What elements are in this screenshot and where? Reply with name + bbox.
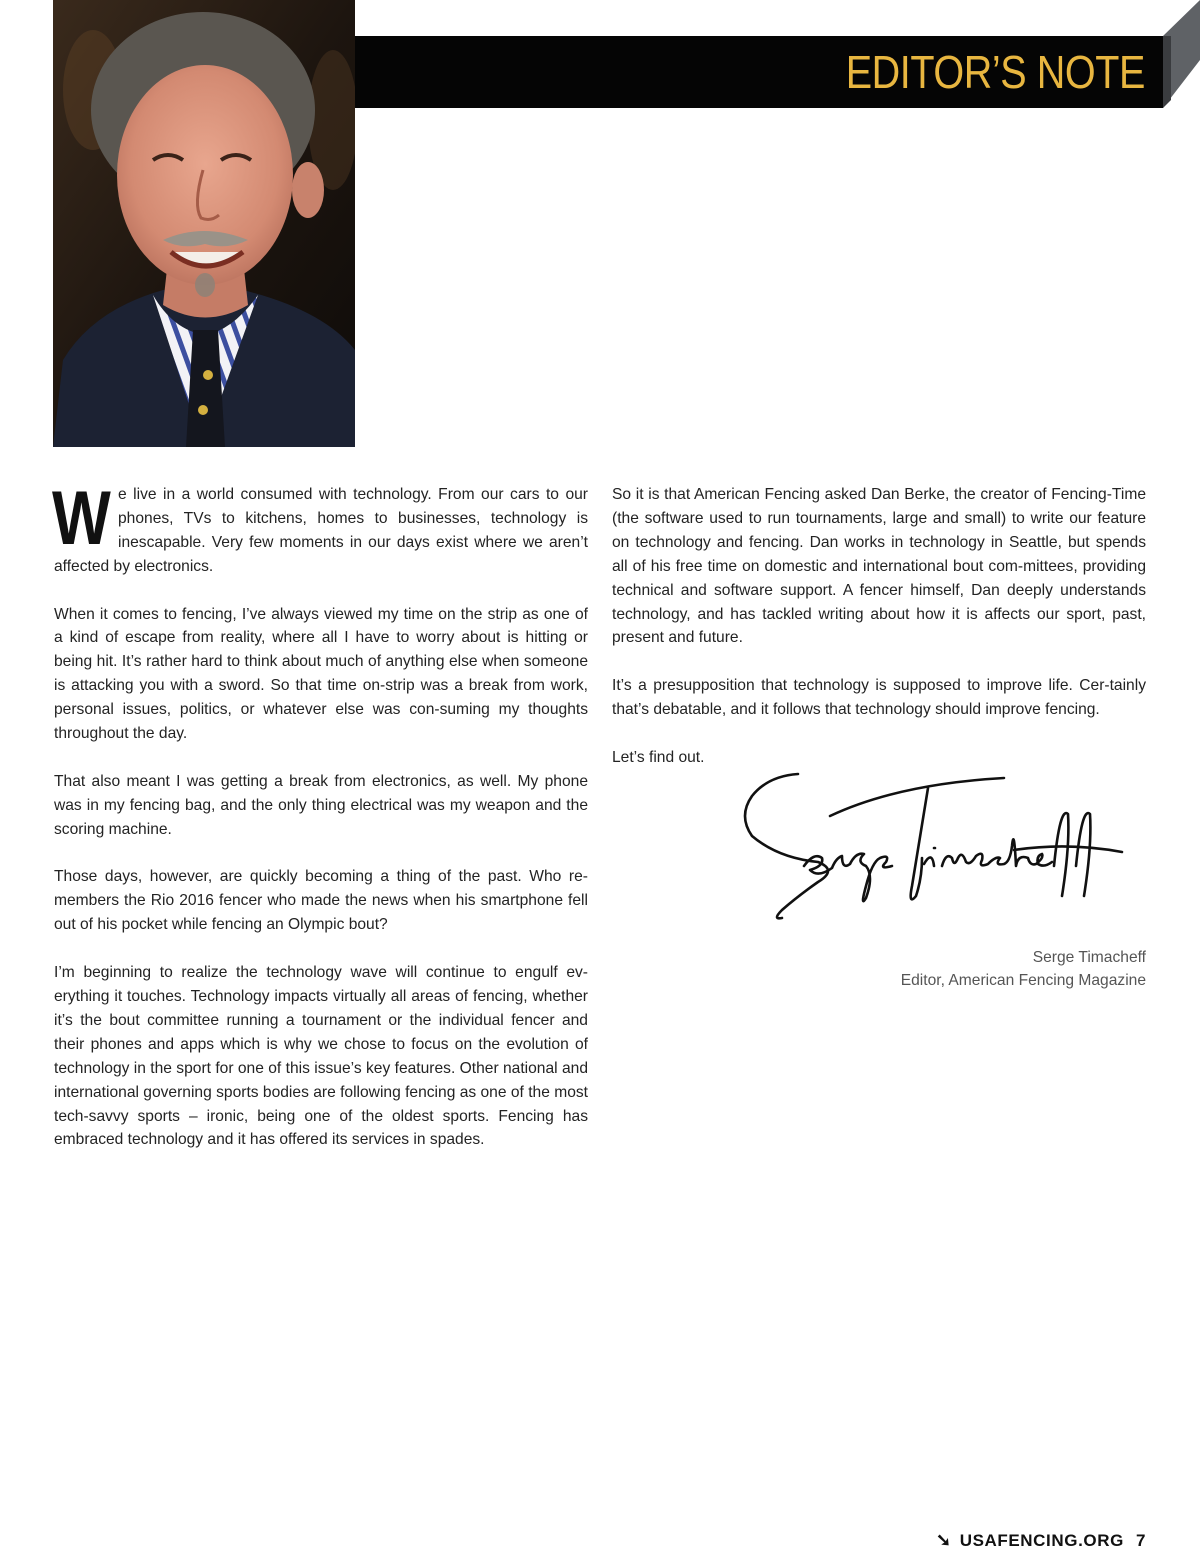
page-footer — [936, 1530, 1146, 1551]
paragraph: So it is that American Fencing asked Dan Berke, the creator of Fencing-Time (the software used to run tournaments, large and small) to write our feature on technology and fencing. Dan works in technology in Seattle, but spends all of his free time on domestic and international bout com-mittees, providing technical and software support. A fencer himself, Dan deeply understands technology, and has tackled writing about how it is affects our sport, past, present and future. — [612, 486, 1146, 647]
right-column — [612, 483, 1146, 794]
signoff-name: Serge Timacheff — [1032, 949, 1146, 966]
paragraph: We live in a world consumed with technology. From our cars to our phones, TVs to kitchens, homes to businesses, technology is inescapable. Very few moments in our days exist where we aren’t affected by electronics. — [52, 476, 588, 575]
paragraph: I’m beginning to realize the technology wave will continue to engulf ev-erything it touches. Technology impacts virtually all areas of fencing, whether it’s the bout committee running a tournament or the individual fencer and their phones and apps which is why we chose to focus on the evolution of technology in the sport for one of this issue’s key features. Other national and international governing sports bodies are following fencing as one of the most tech-savvy sports – ironic, being one of the oldest sports. Fencing has embraced technology and it has offered its services in spades. — [54, 964, 588, 1149]
paragraph: It’s a presupposition that technology is supposed to improve life. Cer-tainly that’s debatable, and it follows that technology should improve fencing. — [612, 677, 1146, 719]
banner-fold-decoration — [1163, 0, 1200, 110]
footer-site-link[interactable]: USAFENCING.ORG — [959, 1530, 1124, 1550]
paragraph: Those days, however, are quickly becoming a thing of the past. Who re-members the Rio 2016 fencer who made the news when his smartphone fell out of his pocket while fencing an Olympic bout? — [54, 868, 588, 934]
page-title: EDITOR’S NOTE — [845, 46, 1145, 98]
left-column — [52, 476, 588, 1176]
page-number: 7 — [1135, 1530, 1146, 1550]
paragraph: That also meant I was getting a break from electronics, as well. My phone was in my fencing bag, and the only thing electrical was my weapon and the scoring machine. — [54, 772, 588, 838]
editor-portrait-icon — [53, 0, 355, 447]
paragraph: Let’s find out. — [612, 748, 705, 766]
signature-icon — [738, 766, 1128, 926]
dropcap: W — [52, 476, 111, 561]
arrow-down-right-icon: ➘ — [936, 1530, 952, 1550]
signoff-title: Editor, American Fencing Magazine — [900, 972, 1146, 989]
editor-portrait-photo — [53, 0, 355, 447]
paragraph: When it comes to fencing, I’ve always viewed my time on the strip as one of a kind of escape from reality, where all I have to worry about is hitting or being hit. It’s rather hard to think about much of anything else when someone is attacking you with a sword. So that time on-strip was a break from work, personal issues, politics, or whatever else was con-suming my thoughts throughout the day. — [54, 605, 588, 743]
header-banner — [355, 36, 1163, 108]
